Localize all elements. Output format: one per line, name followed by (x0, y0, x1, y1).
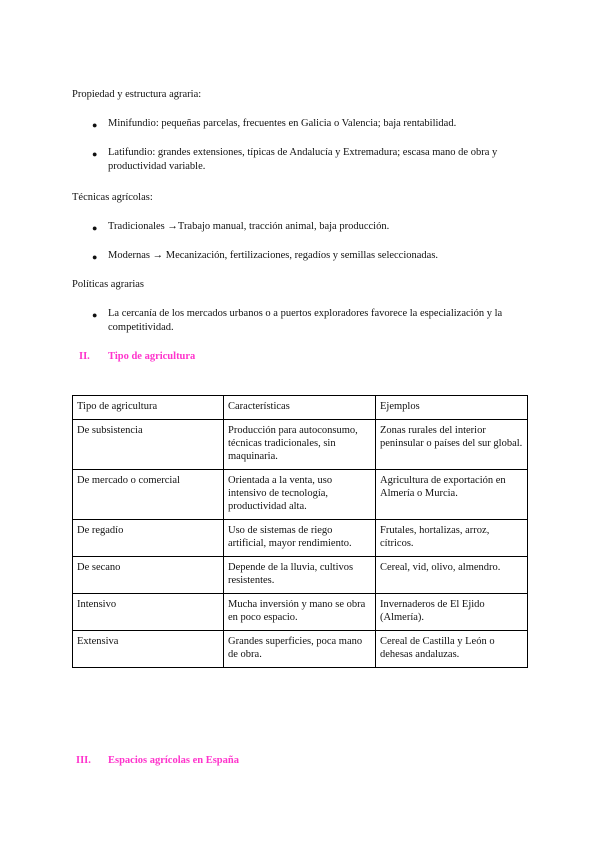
table-cell: Extensiva (73, 631, 224, 668)
section-title-politicas: Políticas agrarias (72, 279, 145, 290)
heading-numeral: II. (79, 351, 90, 362)
table-row (73, 470, 528, 520)
agriculture-types-table (72, 395, 528, 668)
table-row (73, 557, 528, 594)
table-cell: Mucha inversión y mano se obra en poco espacio. (224, 594, 376, 631)
table-row (73, 594, 528, 631)
bullet-icon: ● (92, 310, 98, 320)
table-row (73, 631, 528, 668)
table-cell: Depende de la lluvia, cultivos resistentes. (224, 557, 376, 594)
table-cell: De mercado o comercial (73, 470, 224, 520)
table-cell: Grandes superficies, poca mano de obra. (224, 631, 376, 668)
list-item: Tradicionales →Trabajo manual, tracción animal, baja producción. (108, 221, 390, 232)
table-cell: De secano (73, 557, 224, 594)
table-cell: Cereal, vid, olivo, almendro. (376, 557, 528, 594)
list-item: Latifundio: grandes extensiones, típicas de Andalucía y Extremadura; escasa mano de obra y productividad variable. (108, 147, 498, 172)
table-header-row (73, 396, 528, 420)
list-item: Minifundio: pequeñas parcelas, frecuentes en Galicia o Valencia; baja rentabilidad. (108, 118, 457, 129)
heading-title: Espacios agrícolas en España (108, 755, 239, 766)
table-cell: Zonas rurales del interior peninsular o países del sur global. (376, 420, 528, 470)
table-cell: Orientada a la venta, uso intensivo de tecnología, productividad alta. (224, 470, 376, 520)
table-cell: Producción para autoconsumo, técnicas tradicionales, sin maquinaria. (224, 420, 376, 470)
table-cell: Intensivo (73, 594, 224, 631)
list-item: Modernas → Mecanización, fertilizaciones, regadíos y semillas seleccionadas. (108, 250, 439, 261)
table-cell: De subsistencia (73, 420, 224, 470)
section-title-propiedad: Propiedad y estructura agraria: (72, 89, 202, 100)
table-row (73, 420, 528, 470)
table-cell: Agricultura de exportación en Almería o Murcia. (376, 470, 528, 520)
bullet-icon: ● (92, 120, 98, 130)
table-cell: Uso de sistemas de riego artificial, mayor rendimiento. (224, 520, 376, 557)
section-title-tecnicas: Técnicas agrícolas: (72, 192, 153, 203)
table-row (73, 520, 528, 557)
heading-numeral: III. (76, 755, 91, 766)
bullet-icon: ● (92, 223, 98, 233)
table-cell: Invernaderos de El Ejido (Almería). (376, 594, 528, 631)
bullet-icon: ● (92, 252, 98, 262)
table-cell: Cereal de Castilla y León o dehesas andaluzas. (376, 631, 528, 668)
table-header-cell: Ejemplos (376, 396, 528, 420)
list-item: La cercanía de los mercados urbanos o a puertos exploradores favorece la especialización y la competitividad. (108, 308, 503, 333)
table-cell: Frutales, hortalizas, arroz, cítricos. (376, 520, 528, 557)
heading-title: Tipo de agricultura (108, 351, 196, 362)
bullet-icon: ● (92, 149, 98, 159)
table-header-cell: Características (224, 396, 376, 420)
table-cell: De regadío (73, 520, 224, 557)
table-header-cell: Tipo de agricultura (73, 396, 224, 420)
